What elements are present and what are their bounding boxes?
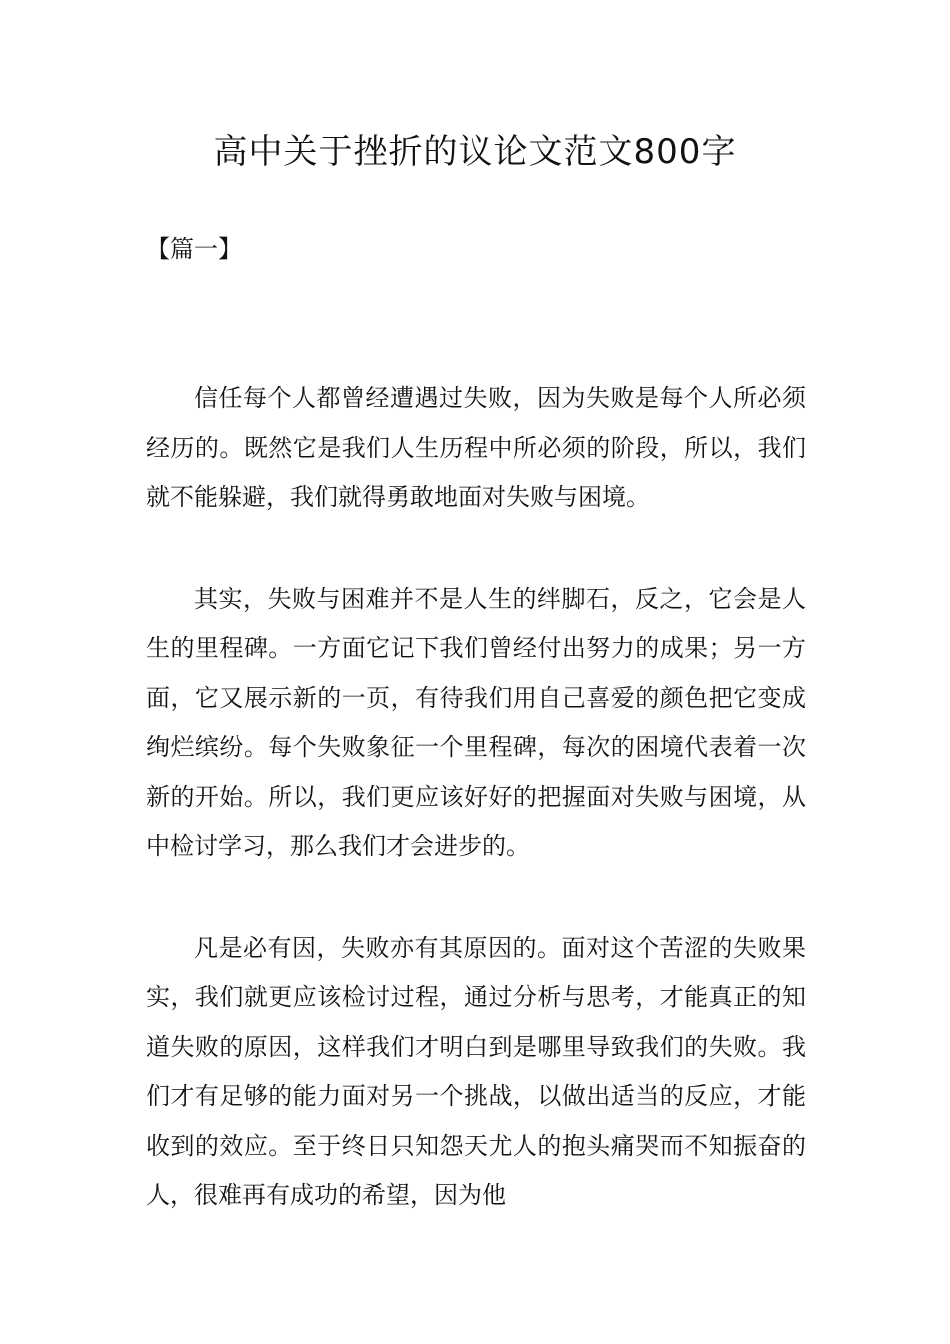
paragraph-3: 凡是必有因，失败亦有其原因的。面对这个苦涩的失败果实，我们就更应该检讨过程，通过分析与思考，才能真正的知道失败的原因，这样我们才明白到是哪里导致我们的失败。我们才有足够的能力面对另一个挑战，以做出适当的反应，才能收到的效应。至于终日只知怨天尤人的抱头痛哭而不知振奋的人，很难再有成功的希望，因为他 — [146, 933, 806, 1209]
section-label: 【篇一】 — [146, 235, 242, 263]
paragraph-2: 其实，失败与困难并不是人生的绊脚石，反之，它会是人生的里程碑。一方面它记下我们曾经付出努力的成果；另一方面，它又展示新的一页，有待我们用自己喜爱的颜色把它变成绚烂缤纷。每个失败象征一个里程碑，每次的困境代表着一次新的开始。所以，我们更应该好好的把握面对失败与困境，从中检讨学习，那么我们才会进步的。 — [146, 584, 806, 860]
document-body — [146, 374, 806, 1273]
paragraph-1: 信任每个人都曾经遭遇过失败，因为失败是每个人所必须经历的。既然它是我们人生历程中所必须的阶段，所以，我们就不能躲避，我们就得勇敢地面对失败与困境。 — [146, 384, 806, 511]
document-title: 高中关于挫折的议论文范文800字 — [213, 132, 737, 172]
